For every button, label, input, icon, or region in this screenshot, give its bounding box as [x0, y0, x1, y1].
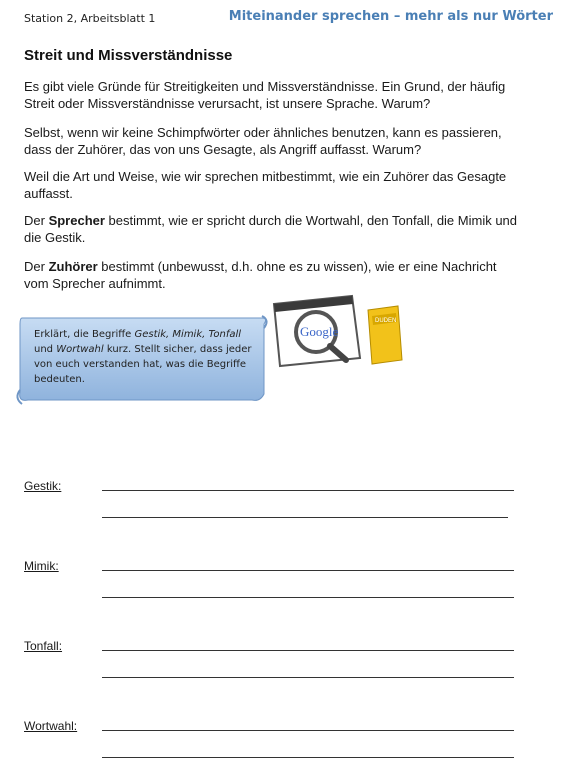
dictionary-book-image [368, 306, 402, 364]
label-wortwahl: Wortwahl: [24, 719, 78, 733]
speaker-term: Sprecher [48, 213, 105, 228]
answer-line-tonfall-2[interactable] [102, 677, 514, 678]
task-part-5: kurz. Stellt sicher, dass jeder von euch verstanden hat, was die Begriffe bedeuten. [34, 344, 252, 385]
p4-post: bestimmt, wie er spricht durch die Wortwahl, den Tonfall, die Mimik und die Gestik. [24, 213, 518, 245]
paragraph-3: Weil die Art und Weise, wie wir sprechen mitbestimmt, wie ein Zuhörer das Gesagte auffasst. [24, 169, 507, 201]
label-gestik: Gestik: [24, 479, 62, 493]
dictionary-label: DUDEN [375, 318, 397, 324]
p5-pre: Der [24, 259, 49, 274]
page-title: Streit und Missverständnisse [24, 47, 233, 64]
answer-line-wortwahl-1[interactable] [102, 730, 514, 731]
p4-pre: Der [24, 213, 49, 228]
answer-line-mimik-1[interactable] [102, 570, 514, 571]
search-illustration [272, 294, 422, 374]
task-part-2: Gestik, Mimik, Tonfall [134, 329, 242, 340]
task-part-4: Wortwahl [56, 344, 104, 355]
series-title: Miteinander sprechen – mehr als nur Wörter [228, 9, 553, 24]
task-scroll-box [14, 312, 268, 406]
answer-line-tonfall-1[interactable] [102, 650, 514, 651]
label-mimik: Mimik: [24, 559, 59, 573]
task-part-1: Erklärt, die Begriffe [34, 329, 135, 340]
paragraph-2: Selbst, wenn wir keine Schimpfwörter oder ähnliches benutzen, kann es passieren, dass der Zuhörer, das von uns Gesagte, als Angriff auffasst. Warum? [24, 125, 502, 157]
station-label: Station 2, Arbeitsblatt 1 [24, 12, 156, 25]
paragraph-4 [24, 212, 520, 246]
answer-line-wortwahl-2[interactable] [102, 757, 514, 758]
answer-line-gestik-2[interactable] [102, 517, 508, 518]
p5-post: bestimmt (unbewusst, d.h. ohne es zu wissen), wie er eine Nachricht vom Sprecher aufnimmt. [24, 259, 497, 291]
paragraph-5 [24, 258, 520, 292]
task-part-3: und [34, 344, 57, 355]
listener-term: Zuhörer [48, 259, 98, 274]
label-tonfall: Tonfall: [24, 639, 63, 653]
paragraph-1: Es gibt viele Gründe für Streitigkeiten und Missverständnisse. Ein Grund, der häufig Streit oder Missverständnisse verursacht, ist unsere Sprache. Warum? [24, 79, 506, 111]
task-instruction [34, 327, 254, 387]
answer-line-mimik-2[interactable] [102, 597, 514, 598]
google-logo: Google [300, 324, 339, 339]
answer-line-gestik-1[interactable] [102, 490, 514, 491]
